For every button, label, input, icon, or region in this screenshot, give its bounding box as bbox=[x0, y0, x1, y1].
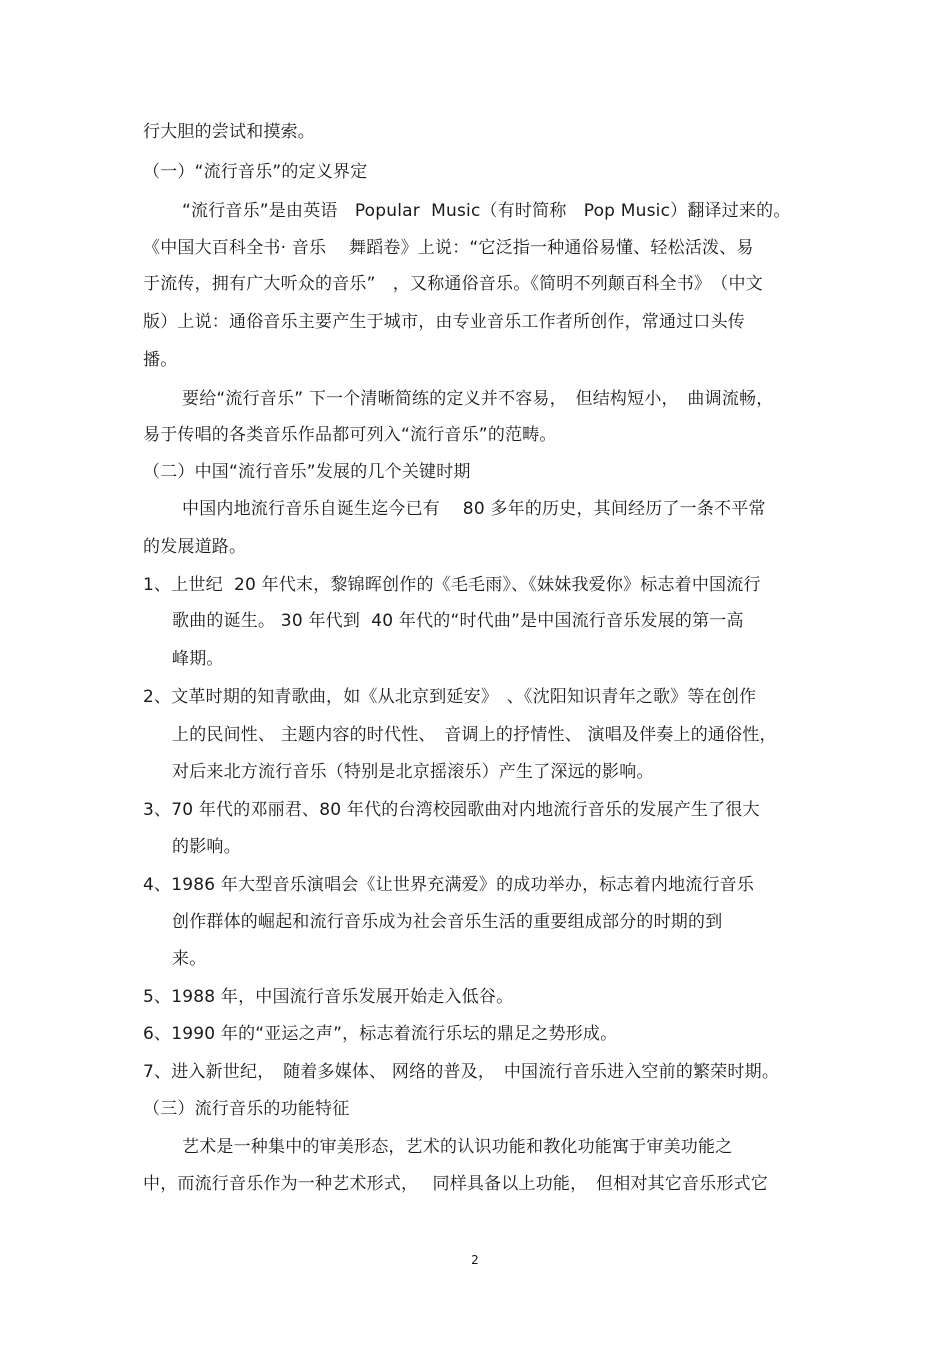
section-heading-1: （一）“流行音乐”的定义界定 bbox=[143, 162, 368, 182]
list-item-1: 1、上世纪 20 年代末，黎锦晖创作的《毛毛雨》、《妹妹我爱你》标志着中国流行 bbox=[143, 575, 761, 595]
list-item-5: 5、1988 年，中国流行音乐发展开始走入低谷。 bbox=[143, 987, 514, 1007]
list-item-7: 7、进入新世纪， 随着多媒体、 网络的普及， 中国流行音乐进入空前的繁荣时期。 bbox=[143, 1062, 780, 1082]
list-item-3-cont: 的影响。 bbox=[172, 837, 241, 857]
text-line: 于流传，拥有广大听众的音乐” ，又称通俗音乐。《简明不列颠百科全书》 （中文 bbox=[143, 274, 763, 294]
text-line: 中，而流行音乐作为一种艺术形式， 同样具备以上功能， 但相对其它音乐形式它 bbox=[143, 1174, 769, 1194]
list-item-4-cont: 创作群体的崛起和流行音乐成为社会音乐生活的重要组成部分的时期的到 bbox=[172, 912, 723, 932]
text-line: 要给“流行音乐” 下一个清晰简练的定义并不容易， 但结构短小， 曲调流畅， bbox=[182, 389, 774, 409]
section-heading-2: （二）中国“流行音乐”发展的几个关键时期 bbox=[143, 462, 471, 482]
list-item-2-cont: 对后来北方流行音乐（特别是北京摇滚乐）产生了深远的影响。 bbox=[172, 762, 654, 782]
list-item-6: 6、1990 年的“亚运之声”，标志着流行乐坛的鼎足之势形成。 bbox=[143, 1024, 618, 1044]
list-item-4-cont: 来。 bbox=[172, 949, 207, 969]
text-line: 中国内地流行音乐自诞生迄今已有 80 多年的历史，其间经历了一条不平常 bbox=[182, 499, 766, 519]
text-line: 播。 bbox=[143, 350, 178, 370]
list-item-1-cont: 歌曲的诞生。 30 年代到 40 年代的“时代曲”是中国流行音乐发展的第一高 bbox=[172, 611, 744, 631]
page-number: 2 bbox=[471, 1253, 479, 1267]
text-line: 艺术是一种集中的审美形态，艺术的认识功能和教化功能寓于审美功能之 bbox=[182, 1137, 733, 1157]
text-line: 版）上说：通俗音乐主要产生于城市，由专业音乐工作者所创作，常通过口头传 bbox=[143, 312, 745, 332]
section-heading-3: （三）流行音乐的功能特征 bbox=[143, 1099, 350, 1119]
text-line: 行大胆的尝试和摸索。 bbox=[143, 122, 315, 142]
text-line: 易于传唱的各类音乐作品都可列入“流行音乐”的范畴。 bbox=[143, 425, 557, 445]
list-item-3: 3、70 年代的邓丽君、80 年代的台湾校园歌曲对内地流行音乐的发展产生了很大 bbox=[143, 800, 760, 820]
text-line: 《中国大百科全书· 音乐 舞蹈卷》上说：“它泛指一种通俗易懂、轻松活泼、易 bbox=[143, 238, 754, 258]
text-line: 的发展道路。 bbox=[143, 537, 247, 557]
list-item-2-cont: 上的民间性、 主题内容的时代性、 音调上的抒情性、 演唱及伴奏上的通俗性， bbox=[172, 725, 777, 745]
list-item-2: 2、文革时期的知青歌曲，如《从北京到延安》 、《沈阳知识青年之歌》等在创作 bbox=[143, 687, 757, 707]
list-item-1-cont: 峰期。 bbox=[172, 649, 224, 669]
text-line: “流行音乐”是由英语 Popular Music（有时简称 Pop Music）翻译过来的。 bbox=[182, 201, 791, 221]
list-item-4: 4、1986 年大型音乐演唱会《让世界充满爱》的成功举办，标志着内地流行音乐 bbox=[143, 875, 755, 895]
